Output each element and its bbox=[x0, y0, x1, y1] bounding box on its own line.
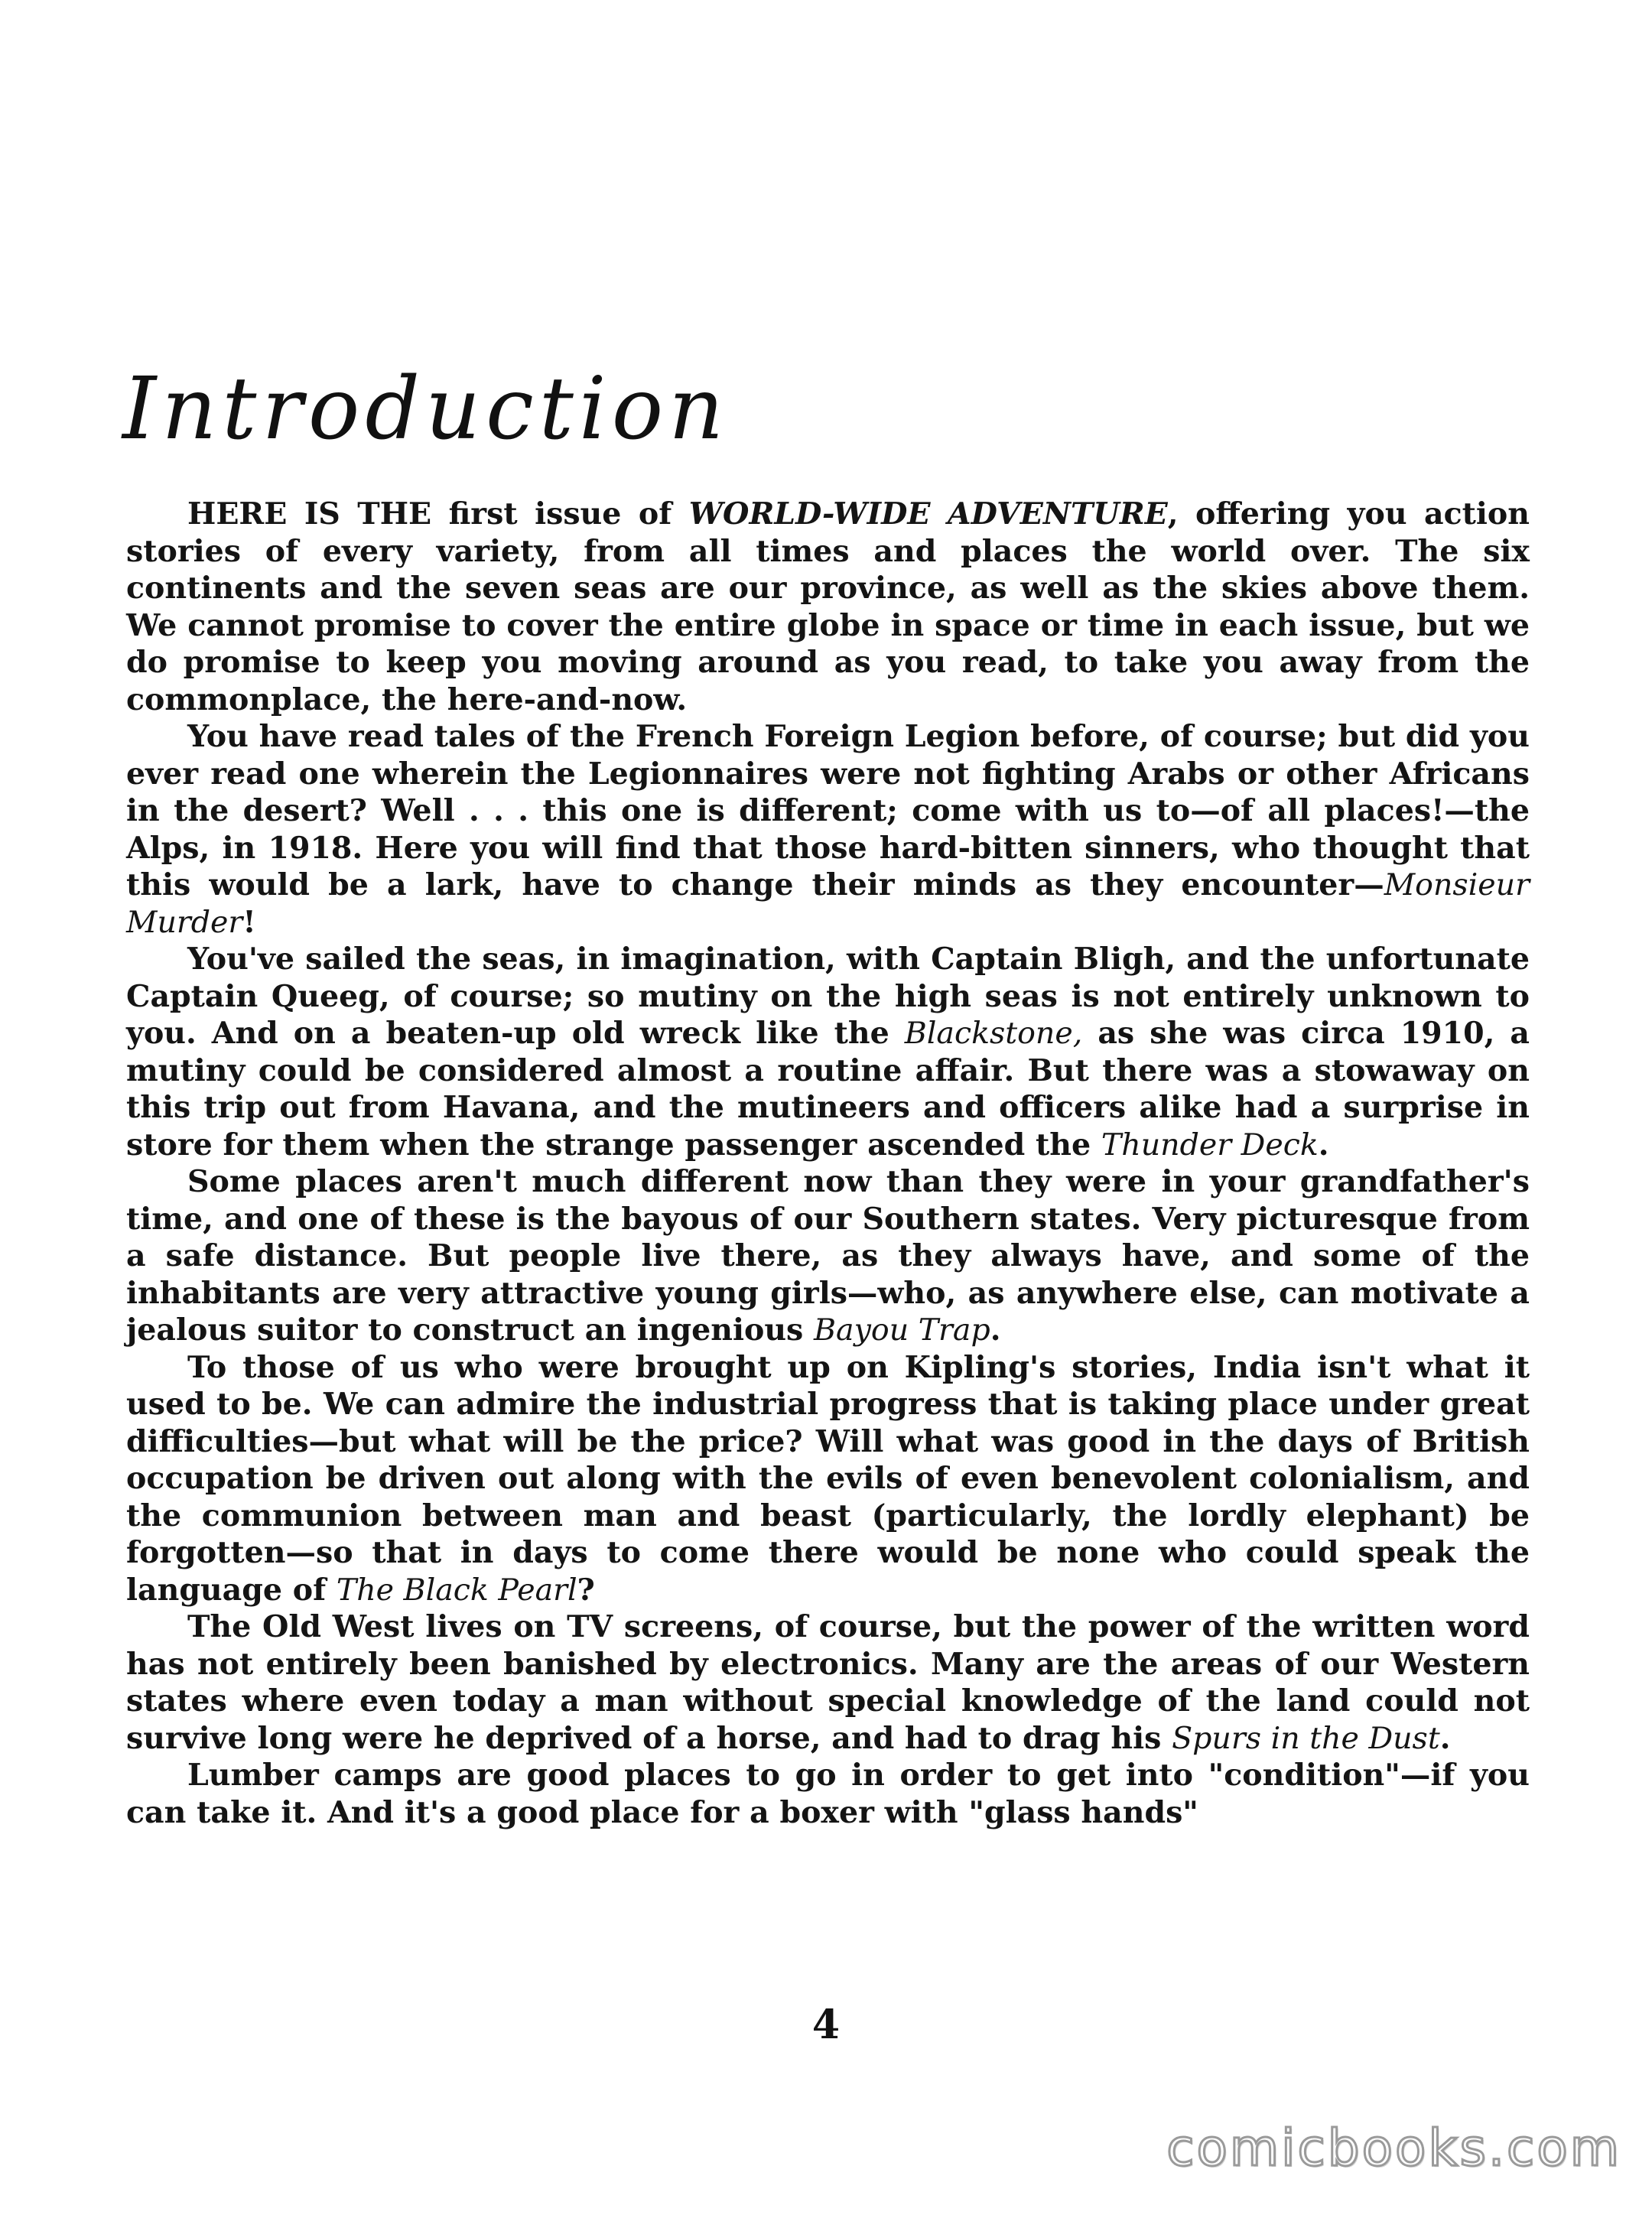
paragraph-4-text-end: . bbox=[990, 1312, 1001, 1348]
paragraph-2-text: You have read tales of the French Foreign Legion before, of course; but did you ever read one wherein the Legionnaires were not fighting Arabs or other Africans in the desert? Well . . . this one is different; come with us to—of all places!—the Alps, in 1918. Here you will find that those hard-bitten sinners, who thought that this would be a lark, have to change their minds as they encounter— bbox=[126, 719, 1530, 902]
paragraph-1-text-cont: , offering you action stories of every variety, from all times and places the world over. The six continents and the seven seas are our province, as well as the skies above them. We cannot promise to cover the entire globe in space or time in each issue, but we do promise to keep you moving around as you read, to take you away from the commonplace, the here-and-now. bbox=[126, 496, 1530, 717]
story-title-black-pearl: The Black Pearl bbox=[336, 1572, 577, 1608]
paragraph-6-text: The Old West lives on TV screens, of course, but the power of the written word has not entirely been banished by electronics. Many are the areas of our Western states where even today a man without special knowledge of the land could not survive long were he deprived of a horse, and had to drag his bbox=[126, 1609, 1530, 1756]
paragraph-3-text: You've sailed the seas, in imagination, with Captain Bligh, and the unfortunate Captain Queeg, of course; so mutiny on the high seas is not entirely unknown to you. And on a beaten-up old wreck like the bbox=[126, 942, 1530, 1051]
paragraph-3-text-end: . bbox=[1318, 1127, 1329, 1163]
story-title-spurs-in-the-dust: Spurs in the Dust bbox=[1172, 1720, 1440, 1756]
paragraph-7-text: Lumber camps are good places to go in order to get into "condition"—if you can take it. And it's a good place for a boxer with "glass hands" bbox=[126, 1758, 1530, 1830]
paragraph-5-text-end: ? bbox=[577, 1572, 595, 1608]
paragraph-6-text-end: . bbox=[1439, 1720, 1451, 1756]
page-title: Introduction bbox=[122, 359, 730, 460]
magazine-title: WORLD-WIDE ADVENTURE bbox=[688, 496, 1168, 532]
story-title-thunder-deck: Thunder Deck bbox=[1101, 1127, 1319, 1163]
paragraph-2 bbox=[126, 718, 1530, 941]
paragraph-6 bbox=[126, 1608, 1530, 1757]
article-body bbox=[126, 496, 1530, 1831]
paragraph-5 bbox=[126, 1349, 1530, 1609]
ship-name-blackstone: Blackstone, bbox=[904, 1016, 1083, 1051]
watermark-logo: comicbooks.com bbox=[1166, 2119, 1621, 2177]
paragraph-3 bbox=[126, 941, 1530, 1163]
paragraph-2-text-end: ! bbox=[242, 904, 256, 940]
paragraph-5-text: To those of us who were brought up on Kipling's stories, India isn't what it used to be. We can admire the industrial progress that is taking place under great difficulties—but what will be the price? Will what was good in the days of British occupation be driven out along with the evils of even benevolent colonialism, and the communion between man and beast (particularly, the lordly elephant) be forgotten—so that in days to come there would be none who could speak the language of bbox=[126, 1349, 1530, 1608]
story-title-monsieur-murder: Monsieur Murder bbox=[126, 867, 1530, 940]
paragraph-1-text: HERE IS THE first issue of bbox=[187, 496, 689, 532]
page-number: 4 bbox=[811, 2002, 841, 2048]
paragraph-1 bbox=[126, 496, 1530, 718]
paragraph-4-text: Some places aren't much different now than they were in your grandfather's time, and one of these is the bayous of our Southern states. Very picturesque from a safe distance. But people live there, as they always have, and some of the inhabitants are very attractive young girls—who, as anywhere else, can motivate a jealous suitor to construct an ingenious bbox=[126, 1164, 1530, 1348]
paragraph-4 bbox=[126, 1163, 1530, 1349]
story-title-bayou-trap: Bayou Trap bbox=[814, 1312, 990, 1348]
paragraph-3-text-cont: as she was circa 1910, a mutiny could be considered almost a routine affair. But there was a stowaway on this trip out from Havana, and the mutineers and officers alike had a surprise in store for them when the strange passenger ascended the bbox=[126, 1016, 1530, 1163]
paragraph-7 bbox=[126, 1757, 1530, 1831]
